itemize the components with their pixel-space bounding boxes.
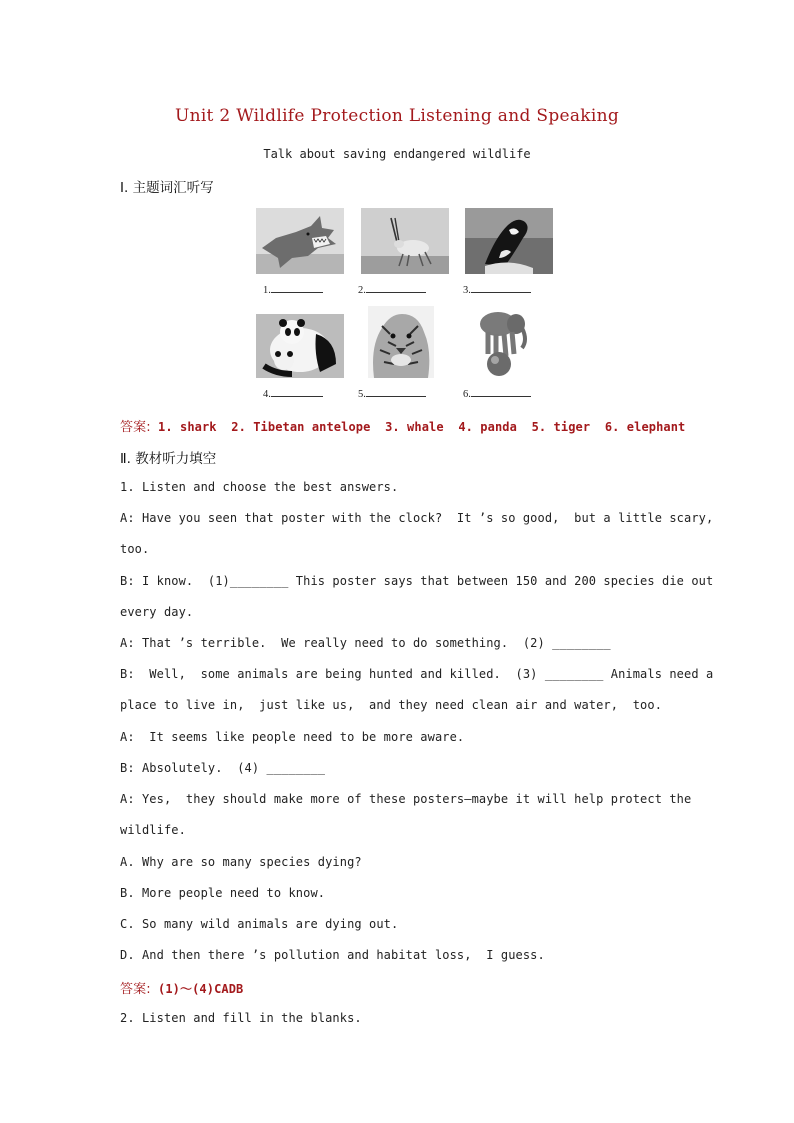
section-2-heading: Ⅱ. 教材听力填空 [120,451,217,467]
tiger-image [368,306,434,378]
panda-image [256,314,344,378]
answer-label: 答案: [120,420,151,435]
caption-5: 5. [358,387,426,400]
answer-text: (1)～(4)CADB [158,982,244,996]
option-b: B. More people need to know. [120,886,326,900]
text-line: B: Well, some animals are being hunted and killed. (3) ________ Animals need a [120,667,714,681]
page-subtitle: Talk about saving endangered wildlife [263,147,531,161]
text-line: B: Absolutely. (4) ________ [120,761,326,775]
tibetan-antelope-image [361,208,449,274]
text-line: place to live in, just like us, and they need clean air and water, too. [120,698,663,712]
section-1-heading: Ⅰ. 主题词汇听写 [120,180,214,196]
option-a: A. Why are so many species dying? [120,855,362,869]
text-line: 1. Listen and choose the best answers. [120,480,399,494]
caption-1: 1. [263,283,323,296]
caption-2: 2. [358,283,426,296]
answer-label: 答案: [120,982,151,997]
option-d: D. And then there ’s pollution and habitat loss, I guess. [120,948,545,962]
text-line: too. [120,542,150,556]
answer-row-1 [120,416,685,435]
answer-text: 1. shark 2. Tibetan antelope 3. whale 4. panda 5. tiger 6. elephant [158,420,686,434]
caption-4: 4. [263,387,323,400]
text-line: A: Yes, they should make more of these posters—maybe it will help protect the [120,792,692,806]
text-line: A: Have you seen that poster with the clock? It ’s so good, but a little scary, [120,511,714,525]
text-line: B: I know. (1)________ This poster says that between 150 and 200 species die out [120,574,714,588]
shark-image [256,208,344,274]
text-line: A: It seems like people need to be more aware. [120,730,465,744]
text-line: 2. Listen and fill in the blanks. [120,1011,362,1025]
orca-image [465,208,553,274]
text-line: wildlife. [120,823,186,837]
text-line: every day. [120,605,194,619]
option-c: C. So many wild animals are dying out. [120,917,399,931]
elephant-image [466,306,532,378]
caption-6: 6. [463,387,531,400]
answer-row-2 [120,978,243,997]
text-line: A: That ’s terrible. We really need to do something. (2) ________ [120,636,611,650]
caption-3: 3. [463,283,531,296]
page-title: Unit 2 Wildlife Protection Listening and Speaking [174,106,620,126]
